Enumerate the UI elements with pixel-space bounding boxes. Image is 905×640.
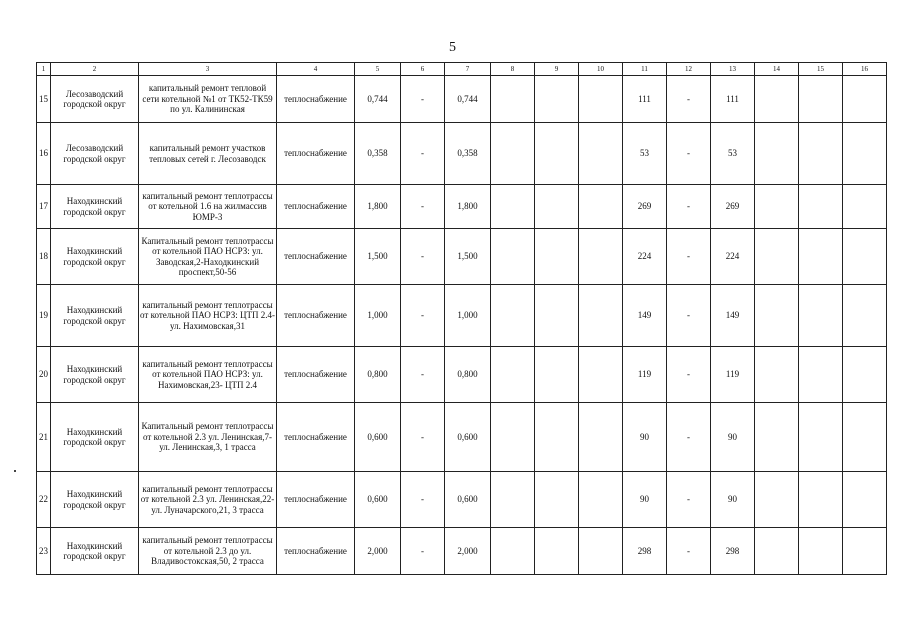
col14-cell [755,229,799,285]
col6-cell: - [401,528,445,575]
type-cell: теплоснабжение [277,403,355,472]
column-header-10: 10 [579,63,623,76]
col7-cell: 0,800 [445,347,491,403]
col5-cell: 0,744 [355,76,401,123]
col14-cell [755,528,799,575]
col14-cell [755,285,799,347]
col11-cell: 53 [623,123,667,185]
col11-cell: 224 [623,229,667,285]
table-row [37,123,887,185]
type-cell: теплоснабжение [277,123,355,185]
col7-cell: 1,800 [445,185,491,229]
col13-cell: 269 [711,185,755,229]
col13-cell: 224 [711,229,755,285]
program-table [36,62,887,575]
col6-cell: - [401,472,445,528]
description-cell: капитальный ремонт теплотрассы от котельной 2.3 до ул. Владивостокская,50, 2 трасса [139,528,277,575]
row-number: 22 [37,472,51,528]
row-number: 15 [37,76,51,123]
description-cell: капитальный ремонт теплотрассы от котельной 2.3 ул. Ленинская,22- ул. Луначарского,21, 3 трасса [139,472,277,528]
col13-cell: 90 [711,403,755,472]
table-row [37,185,887,229]
description-cell: капитальный ремонт тепловой сети котельной №1 от ТК52-ТК59 по ул. Калининская [139,76,277,123]
col16-cell [843,285,887,347]
col12-cell: - [667,472,711,528]
col6-cell: - [401,185,445,229]
col8-cell [491,285,535,347]
region-cell: Находкинский городской округ [51,285,139,347]
column-header-6: 6 [401,63,445,76]
type-cell: теплоснабжение [277,76,355,123]
row-number: 16 [37,123,51,185]
column-header-13: 13 [711,63,755,76]
col15-cell [799,76,843,123]
col7-cell: 1,500 [445,229,491,285]
col12-cell: - [667,76,711,123]
col6-cell: - [401,123,445,185]
col11-cell: 111 [623,76,667,123]
table-row [37,229,887,285]
type-cell: теплоснабжение [277,229,355,285]
description-cell: капитальный ремонт теплотрассы от котельной ПАО НСРЗ: ЦТП 2.4- ул. Нахимовская,31 [139,285,277,347]
page-number: 5 [449,40,456,55]
col13-cell: 298 [711,528,755,575]
col16-cell [843,185,887,229]
col12-cell: - [667,185,711,229]
col5-cell: 1,800 [355,185,401,229]
col7-cell: 0,358 [445,123,491,185]
col11-cell: 119 [623,347,667,403]
col10-cell [579,229,623,285]
type-cell: теплоснабжение [277,347,355,403]
scan-artifact-dot [14,470,16,472]
column-header-3: 3 [139,63,277,76]
description-cell: Капитальный ремонт теплотрассы от котельной ПАО НСРЗ: ул. Заводская,2-Находкинский проспект,50-56 [139,229,277,285]
region-cell: Находкинский городской округ [51,528,139,575]
row-number: 18 [37,229,51,285]
col9-cell [535,472,579,528]
col9-cell [535,285,579,347]
col13-cell: 90 [711,472,755,528]
col15-cell [799,123,843,185]
col11-cell: 269 [623,185,667,229]
col8-cell [491,229,535,285]
col12-cell: - [667,528,711,575]
region-cell: Находкинский городской округ [51,229,139,285]
column-header-5: 5 [355,63,401,76]
col10-cell [579,347,623,403]
col8-cell [491,185,535,229]
col7-cell: 0,600 [445,403,491,472]
col7-cell: 0,744 [445,76,491,123]
col10-cell [579,403,623,472]
column-header-9: 9 [535,63,579,76]
col9-cell [535,403,579,472]
col16-cell [843,76,887,123]
col12-cell: - [667,123,711,185]
col5-cell: 0,358 [355,123,401,185]
col12-cell: - [667,347,711,403]
col15-cell [799,229,843,285]
col9-cell [535,528,579,575]
col10-cell [579,185,623,229]
col14-cell [755,472,799,528]
col5-cell: 1,000 [355,285,401,347]
table-row [37,403,887,472]
description-cell: Капитальный ремонт теплотрассы от котельной 2.3 ул. Ленинская,7- ул. Ленинская,3, 1 трасса [139,403,277,472]
col16-cell [843,403,887,472]
table-row [37,285,887,347]
column-header-1: 1 [37,63,51,76]
col13-cell: 111 [711,76,755,123]
col10-cell [579,76,623,123]
col7-cell: 0,600 [445,472,491,528]
col15-cell [799,347,843,403]
col15-cell [799,185,843,229]
column-header-16: 16 [843,63,887,76]
col5-cell: 0,600 [355,403,401,472]
col8-cell [491,403,535,472]
col15-cell [799,528,843,575]
description-cell: капитальный ремонт теплотрассы от котельной ПАО НСРЗ: ул. Нахимовская,23- ЦТП 2.4 [139,347,277,403]
col14-cell [755,403,799,472]
col15-cell [799,285,843,347]
col14-cell [755,123,799,185]
type-cell: теплоснабжение [277,185,355,229]
col11-cell: 298 [623,528,667,575]
region-cell: Находкинский городской округ [51,347,139,403]
col15-cell [799,472,843,528]
column-header-11: 11 [623,63,667,76]
region-cell: Находкинский городской округ [51,185,139,229]
col8-cell [491,472,535,528]
col11-cell: 149 [623,285,667,347]
col5-cell: 0,600 [355,472,401,528]
col6-cell: - [401,285,445,347]
description-cell: капитальный ремонт участков тепловых сетей г. Лесозаводск [139,123,277,185]
table-header-row [37,63,887,76]
col6-cell: - [401,76,445,123]
row-number: 23 [37,528,51,575]
column-header-14: 14 [755,63,799,76]
col12-cell: - [667,229,711,285]
col5-cell: 2,000 [355,528,401,575]
col16-cell [843,347,887,403]
col6-cell: - [401,347,445,403]
col13-cell: 119 [711,347,755,403]
col6-cell: - [401,229,445,285]
col10-cell [579,472,623,528]
col10-cell [579,123,623,185]
col9-cell [535,185,579,229]
col9-cell [535,347,579,403]
col9-cell [535,229,579,285]
col8-cell [491,76,535,123]
col5-cell: 1,500 [355,229,401,285]
col16-cell [843,123,887,185]
col9-cell [535,123,579,185]
col11-cell: 90 [623,472,667,528]
col9-cell [535,76,579,123]
column-header-12: 12 [667,63,711,76]
col12-cell: - [667,403,711,472]
table-row [37,528,887,575]
type-cell: теплоснабжение [277,472,355,528]
col7-cell: 2,000 [445,528,491,575]
type-cell: теплоснабжение [277,285,355,347]
column-header-15: 15 [799,63,843,76]
table-row [37,472,887,528]
col5-cell: 0,800 [355,347,401,403]
col14-cell [755,76,799,123]
col8-cell [491,528,535,575]
col10-cell [579,285,623,347]
col8-cell [491,347,535,403]
type-cell: теплоснабжение [277,528,355,575]
col14-cell [755,185,799,229]
col14-cell [755,347,799,403]
col12-cell: - [667,285,711,347]
col8-cell [491,123,535,185]
row-number: 20 [37,347,51,403]
region-cell: Находкинский городской округ [51,403,139,472]
row-number: 17 [37,185,51,229]
col15-cell [799,403,843,472]
column-header-4: 4 [277,63,355,76]
col11-cell: 90 [623,403,667,472]
col13-cell: 149 [711,285,755,347]
col10-cell [579,528,623,575]
table-row [37,76,887,123]
col16-cell [843,229,887,285]
col16-cell [843,528,887,575]
col7-cell: 1,000 [445,285,491,347]
description-cell: капитальный ремонт теплотрассы от котельной 1.6 на жилмассив ЮМР-3 [139,185,277,229]
row-number: 21 [37,403,51,472]
table-row [37,347,887,403]
column-header-7: 7 [445,63,491,76]
region-cell: Лесозаводский городской округ [51,76,139,123]
row-number: 19 [37,285,51,347]
region-cell: Лесозаводский городской округ [51,123,139,185]
column-header-8: 8 [491,63,535,76]
region-cell: Находкинский городской округ [51,472,139,528]
col16-cell [843,472,887,528]
column-header-2: 2 [51,63,139,76]
col6-cell: - [401,403,445,472]
col13-cell: 53 [711,123,755,185]
